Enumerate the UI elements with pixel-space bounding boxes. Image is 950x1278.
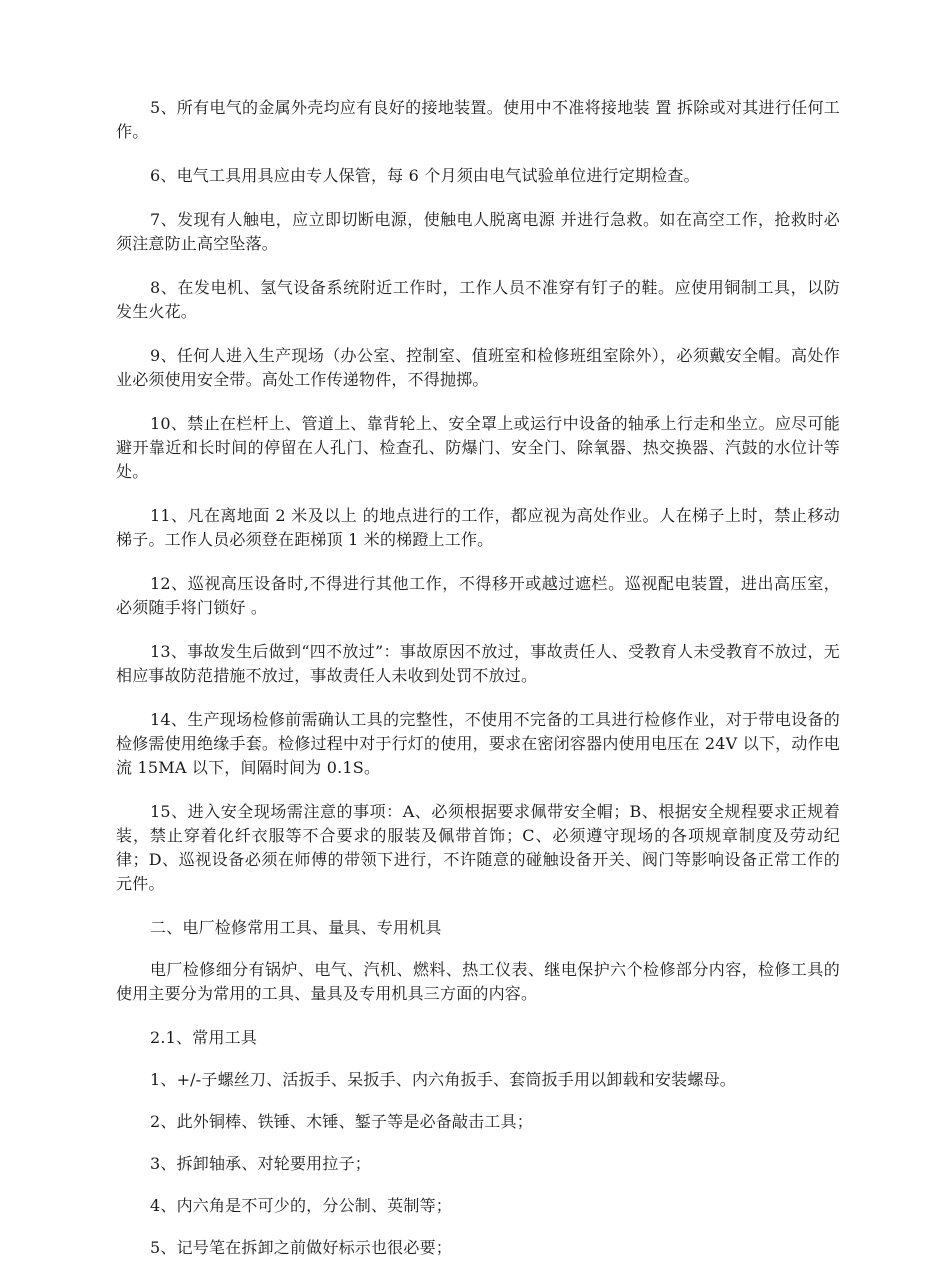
section-heading-tools: 二、电厂检修常用工具、量具、专用机具 bbox=[150, 918, 442, 937]
subsection-heading-common-tools: 2.1、常用工具 bbox=[150, 1028, 258, 1047]
paragraph-rule-9: 9、任何人进入生产现场（办公室、控制室、值班室和检修班组室除外），必须戴安全帽。高处作业必须使用安全带。高处工作传递物件，不得抛掷。 bbox=[116, 346, 840, 389]
paragraph-rule-7: 7、发现有人触电，应立即切断电源，使触电人脱离电源 并进行急救。如在高空工作，抢救时必须注意防止高空坠落。 bbox=[116, 210, 840, 253]
paragraph-rule-11: 11、凡在离地面 2 米及以上 的地点进行的工作，都应视为高处作业。人在梯子上时，禁止移动梯子。工作人员必须登在距梯顶 1 米的梯蹬上工作。 bbox=[116, 506, 840, 549]
list-item-tool-5: 5、记号笔在拆卸之前做好标示也很必要； bbox=[150, 1238, 452, 1257]
paragraph-rule-5: 5、所有电气的金属外壳均应有良好的接地装置。使用中不准将接地装 置 拆除或对其进行任何工作。 bbox=[116, 98, 840, 141]
list-item-tool-3: 3、拆卸轴承、对轮要用拉子； bbox=[150, 1154, 371, 1173]
paragraph-rule-6: 6、电气工具用具应由专人保管，每 6 个月须由电气试验单位进行定期检查。 bbox=[150, 166, 700, 185]
list-item-tool-2: 2、此外铜棒、铁锤、木锤、錾子等是必备敲击工具； bbox=[150, 1112, 533, 1131]
list-item-tool-4: 4、内六角是不可少的，分公制、英制等； bbox=[150, 1196, 452, 1215]
list-item-tool-1: 1、+/-子螺丝刀、活扳手、呆扳手、内六角扳手、套筒扳手用以卸载和安装螺母。 bbox=[150, 1070, 736, 1089]
document-page bbox=[116, 96, 840, 1278]
paragraph-rule-8: 8、在发电机、氢气设备系统附近工作时，工作人员不准穿有钉子的鞋。应使用铜制工具，以防发生火花。 bbox=[116, 278, 840, 321]
paragraph-rule-12: 12、巡视高压设备时,不得进行其他工作，不得移开或越过遮栏。巡视配电装置，进出高压室，必须随手将门锁好 。 bbox=[116, 574, 840, 617]
paragraph-rule-13: 13、事故发生后做到“四不放过”：事故原因不放过，事故责任人、受教育人未受教育不放过，无相应事故防范措施不放过，事故责任人未收到处罚不放过。 bbox=[116, 642, 840, 685]
paragraph-rule-14: 14、生产现场检修前需确认工具的完整性，不使用不完备的工具进行检修作业，对于带电设备的检修需使用绝缘手套。检修过程中对于行灯的使用，要求在密闭容器内使用电压在 24V 以下，动作电流 15MA 以下，间隔时间为 0.1S。 bbox=[116, 710, 840, 777]
paragraph-rule-15: 15、进入安全现场需注意的事项：A、必须根据要求佩带安全帽；B、根据安全规程要求正规着装，禁止穿着化纤衣服等不合要求的服装及佩带首饰；C、必须遵守现场的各项规章制度及劳动纪律；D、巡视设备必须在师傅的带领下进行，不许随意的碰触设备开关、阀门等影响设备正常工作的元件。 bbox=[116, 802, 840, 893]
paragraph-rule-10: 10、禁止在栏杆上、管道上、靠背轮上、安全罩上或运行中设备的轴承上行走和坐立。应尽可能避开靠近和长时间的停留在人孔门、检查孔、防爆门、安全门、除氧器、热交换器、汽鼓的水位计等处。 bbox=[116, 414, 840, 481]
paragraph-tools-intro: 电厂检修细分有锅炉、电气、汽机、燃料、热工仪表、继电保护六个检修部分内容，检修工具的使用主要分为常用的工具、量具及专用机具三方面的内容。 bbox=[116, 960, 840, 1003]
